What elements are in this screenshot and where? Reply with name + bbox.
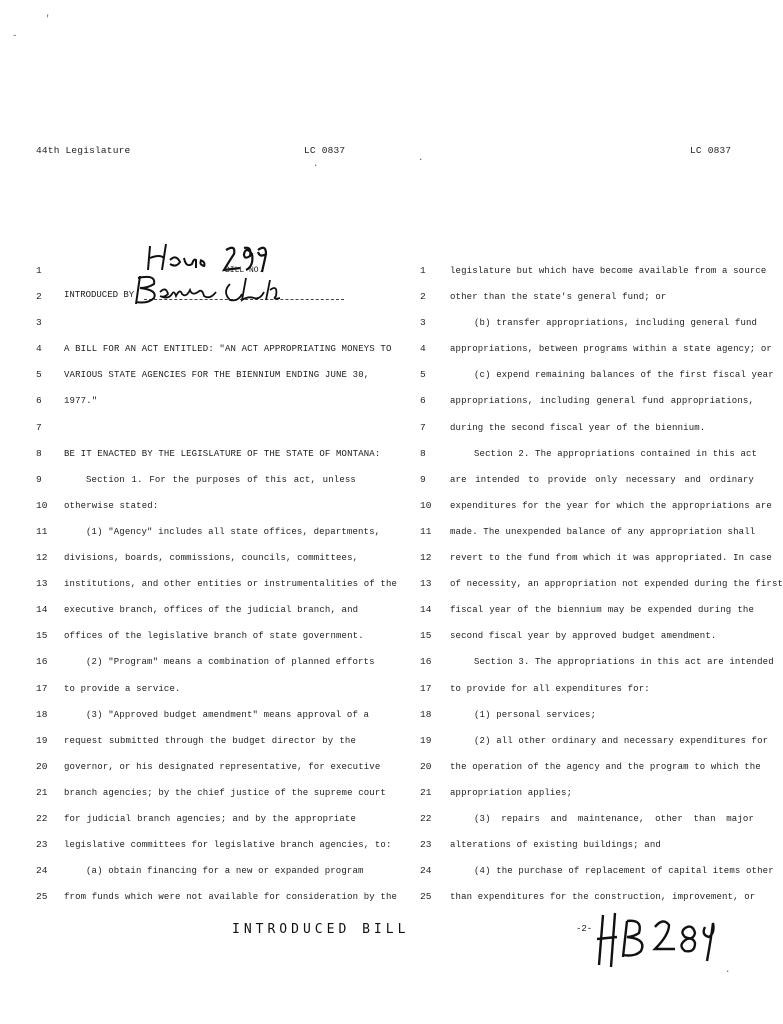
line-number: 4 bbox=[420, 343, 426, 355]
line-number: 3 bbox=[36, 317, 42, 329]
numbered-line bbox=[36, 623, 364, 649]
scan-speck: . bbox=[725, 965, 731, 975]
line-number: 12 bbox=[36, 552, 48, 564]
line-number: 10 bbox=[36, 499, 48, 511]
numbered-line bbox=[36, 597, 359, 623]
numbered-line bbox=[420, 284, 756, 310]
numbered-line bbox=[36, 754, 381, 780]
line-text: (c) expend remaining balances of the first fiscal year bbox=[474, 370, 774, 381]
line-text: are intended to provide only necessary and ordinary bbox=[450, 474, 754, 485]
line-number: 11 bbox=[420, 525, 432, 537]
line-number: 5 bbox=[420, 369, 426, 381]
numbered-line bbox=[36, 676, 356, 702]
bill-no-label: BILL NO. bbox=[225, 266, 264, 275]
line-number: 18 bbox=[420, 708, 432, 720]
line-text: (3) "Approved budget amendment" means approval of a bbox=[86, 709, 370, 720]
numbered-line bbox=[36, 649, 375, 675]
line-text: request submitted through the budget director by the bbox=[64, 735, 356, 746]
line-number: 10 bbox=[420, 499, 432, 511]
line-text: fiscal year of the biennium may be expended during the bbox=[450, 605, 754, 616]
numbered-line bbox=[420, 597, 756, 623]
numbered-line bbox=[36, 806, 356, 832]
line-text: BE IT ENACTED BY THE LEGISLATURE OF THE STATE OF MONTANA: bbox=[64, 448, 381, 459]
line-number: 20 bbox=[36, 760, 48, 772]
line-number: 9 bbox=[36, 473, 42, 485]
line-number: 23 bbox=[420, 839, 432, 851]
line-text: legislature but which have become available from a source bbox=[450, 266, 767, 276]
line-number: 13 bbox=[420, 578, 432, 590]
line-number: 21 bbox=[420, 786, 432, 798]
numbered-line bbox=[420, 545, 772, 571]
line-text: Section 2. The appropriations contained in this act bbox=[474, 448, 758, 459]
line-number: 9 bbox=[420, 473, 426, 485]
line-number: 24 bbox=[420, 865, 432, 877]
line-text: than expenditures for the construction, improvement, or bbox=[450, 892, 756, 903]
line-text: the operation of the agency and the program to which the bbox=[450, 761, 761, 772]
numbered-line bbox=[36, 884, 398, 910]
right-page-text bbox=[420, 258, 783, 910]
numbered-line bbox=[36, 728, 356, 754]
line-text: from funds which were not available for consideration by the bbox=[64, 892, 398, 903]
numbered-line bbox=[36, 493, 356, 519]
numbered-line bbox=[36, 336, 392, 362]
line-number: 15 bbox=[36, 630, 48, 642]
line-number: 1 bbox=[36, 265, 42, 276]
line-text: executive branch, offices of the judicial branch, and bbox=[64, 605, 359, 616]
line-text: Section 3. The appropriations in this act are intended bbox=[474, 657, 774, 668]
numbered-line bbox=[420, 336, 772, 362]
line-number: 19 bbox=[36, 734, 48, 746]
numbered-line bbox=[36, 571, 398, 597]
line-number: 24 bbox=[36, 865, 48, 877]
line-number: 22 bbox=[36, 812, 48, 824]
numbered-line bbox=[420, 754, 761, 780]
line-text: (1) "Agency" includes all state offices, departments, bbox=[86, 526, 381, 537]
scan-speck: ' bbox=[45, 14, 51, 24]
line-text: (4) the purchase of replacement of capital items other bbox=[474, 866, 774, 877]
numbered-line bbox=[420, 832, 756, 858]
numbered-line bbox=[420, 571, 783, 597]
numbered-line bbox=[420, 258, 767, 284]
line-text: second fiscal year by approved budget amendment. bbox=[450, 631, 717, 642]
line-number: 25 bbox=[420, 891, 432, 903]
line-number: 18 bbox=[36, 708, 48, 720]
line-text: Section 1. For the purposes of this act, unless bbox=[86, 474, 356, 485]
numbered-line bbox=[420, 702, 756, 728]
handwritten-signature bbox=[130, 270, 310, 308]
line-text: branch agencies; by the chief justice of the supreme court bbox=[64, 787, 386, 798]
line-number: 6 bbox=[420, 395, 426, 407]
line-number: 1 bbox=[420, 265, 426, 276]
line-text: appropriations, between programs within a state agency; or bbox=[450, 344, 772, 355]
line-text: appropriation applies; bbox=[450, 787, 573, 798]
numbered-line bbox=[420, 858, 774, 884]
numbered-line bbox=[420, 493, 772, 519]
left-page-text bbox=[36, 258, 398, 910]
page-number: -2- bbox=[576, 924, 593, 934]
line-number: 22 bbox=[420, 812, 432, 824]
introduced-by-label: INTRODUCED BY bbox=[64, 290, 135, 300]
line-number: 19 bbox=[420, 734, 432, 746]
numbered-line bbox=[420, 310, 756, 336]
line-number: 7 bbox=[36, 421, 42, 433]
line-text: of necessity, an appropriation not expended during the first bbox=[450, 579, 783, 590]
line-text: (2) all other ordinary and necessary expenditures for bbox=[474, 735, 769, 746]
numbered-line bbox=[420, 388, 756, 414]
line-text: (1) personal services; bbox=[474, 709, 597, 720]
introduced-bill-stamp: INTRODUCED BILL bbox=[232, 922, 410, 937]
line-text: divisions, boards, commissions, councils, committees, bbox=[64, 553, 359, 564]
line-number: 25 bbox=[36, 891, 48, 903]
line-text: institutions, and other entities or instrumentalities of the bbox=[64, 579, 398, 590]
line-text: (2) "Program" means a combination of planned efforts bbox=[86, 657, 375, 668]
line-text: to provide a service. bbox=[64, 683, 181, 694]
line-number: 16 bbox=[420, 656, 432, 668]
line-text: VARIOUS STATE AGENCIES FOR THE BIENNIUM ENDING JUNE 30, bbox=[64, 370, 370, 381]
scan-speck: - bbox=[12, 31, 18, 41]
legislature-header: 44th Legislature bbox=[36, 145, 131, 156]
line-number: 11 bbox=[36, 525, 48, 537]
handwritten-hb-number bbox=[595, 905, 725, 969]
numbered-line bbox=[36, 519, 381, 545]
numbered-line bbox=[420, 780, 756, 806]
line-text: made. The unexpended balance of any appropriation shall bbox=[450, 526, 756, 537]
line-number: 12 bbox=[420, 552, 432, 564]
numbered-line bbox=[36, 441, 381, 467]
line-text: (3) repairs and maintenance, other than major bbox=[474, 813, 754, 824]
line-number: 7 bbox=[420, 421, 426, 433]
numbered-line bbox=[36, 780, 386, 806]
line-number: 8 bbox=[420, 447, 426, 459]
left-lc-number: LC 0837 bbox=[304, 145, 346, 156]
line-number: 14 bbox=[420, 604, 432, 616]
line-number: 6 bbox=[36, 395, 42, 407]
line-text: legislative committees for legislative branch agencies, to: bbox=[64, 840, 392, 851]
line-text: (a) obtain financing for a new or expanded program bbox=[86, 866, 364, 877]
numbered-line bbox=[36, 545, 359, 571]
line-text: during the second fiscal year of the biennium. bbox=[450, 422, 706, 433]
line-text: alterations of existing buildings; and bbox=[450, 840, 661, 851]
numbered-line bbox=[36, 362, 370, 388]
right-lc-number: LC 0837 bbox=[690, 145, 732, 156]
line-text: to provide for all expenditures for: bbox=[450, 683, 650, 694]
line-text: A BILL FOR AN ACT ENTITLED: "AN ACT APPROPRIATING MONEYS TO bbox=[64, 344, 392, 355]
line-number: 3 bbox=[420, 317, 426, 329]
line-number: 8 bbox=[36, 447, 42, 459]
line-number: 2 bbox=[36, 291, 42, 303]
line-number: 13 bbox=[36, 578, 48, 590]
line-number: 17 bbox=[36, 682, 48, 694]
scan-speck: . bbox=[418, 153, 424, 163]
numbered-line bbox=[420, 676, 756, 702]
numbered-line bbox=[420, 649, 774, 675]
line-text: expenditures for the year for which the appropriations are bbox=[450, 500, 772, 511]
numbered-line bbox=[36, 415, 356, 441]
numbered-line bbox=[420, 806, 756, 832]
line-text: offices of the legislative branch of state government. bbox=[64, 631, 364, 642]
line-text: 1977." bbox=[64, 396, 98, 407]
line-number: 21 bbox=[36, 786, 48, 798]
line-number: 4 bbox=[36, 343, 42, 355]
line-number: 2 bbox=[420, 291, 426, 303]
scan-speck: . bbox=[313, 159, 319, 169]
numbered-line bbox=[420, 467, 756, 493]
line-text: (b) transfer appropriations, including general fund bbox=[474, 318, 758, 329]
line-text: governor, or his designated representative, for executive bbox=[64, 761, 381, 772]
line-number: 16 bbox=[36, 656, 48, 668]
numbered-line bbox=[420, 519, 756, 545]
line-text: revert to the fund from which it was appropriated. In case bbox=[450, 553, 772, 564]
numbered-line bbox=[420, 728, 769, 754]
line-text: other than the state's general fund; or bbox=[450, 292, 667, 303]
line-text: appropriations, including general fund appropriations, bbox=[450, 396, 754, 407]
line-text: for judicial branch agencies; and by the appropriate bbox=[64, 813, 356, 824]
numbered-line bbox=[420, 362, 774, 388]
line-number: 23 bbox=[36, 839, 48, 851]
line-number: 15 bbox=[420, 630, 432, 642]
line-text: otherwise stated: bbox=[64, 500, 159, 511]
numbered-line bbox=[420, 441, 756, 467]
numbered-line bbox=[36, 858, 364, 884]
line-number: 5 bbox=[36, 369, 42, 381]
line-number: 14 bbox=[36, 604, 48, 616]
numbered-line bbox=[36, 467, 356, 493]
line-number: 17 bbox=[420, 682, 432, 694]
line-number: 20 bbox=[420, 760, 432, 772]
numbered-line bbox=[420, 623, 756, 649]
numbered-line bbox=[36, 388, 356, 414]
numbered-line bbox=[36, 702, 370, 728]
numbered-line bbox=[420, 415, 756, 441]
numbered-line bbox=[36, 310, 356, 336]
numbered-line bbox=[36, 832, 392, 858]
